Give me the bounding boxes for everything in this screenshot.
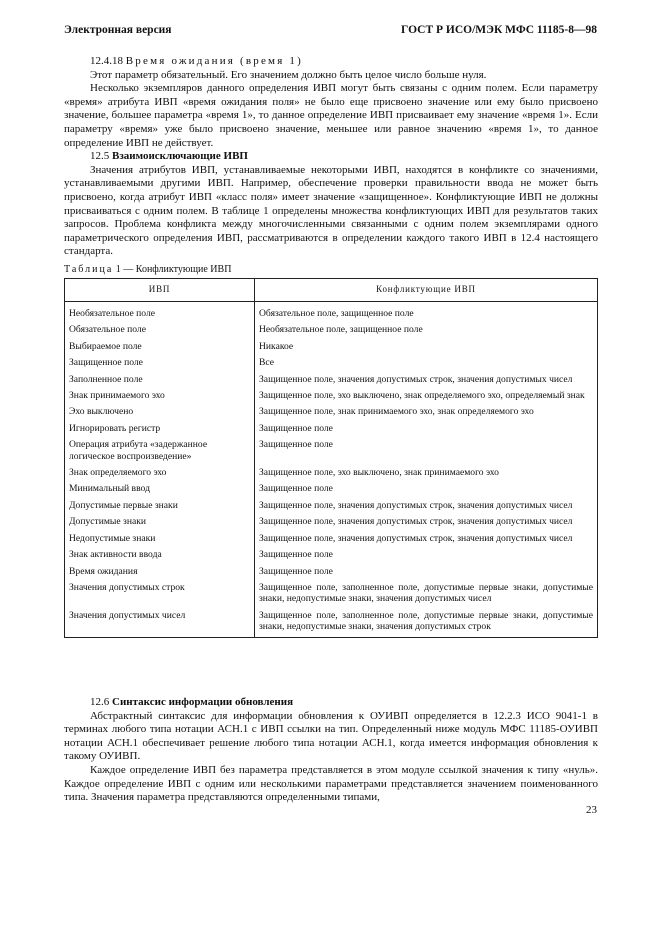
table-row: [65, 437, 598, 465]
table-row: [65, 531, 598, 547]
conflicts-cell: Защищенное поле, значения допустимых строк, значения допустимых чисел: [255, 498, 598, 514]
conflicts-cell: Защищенное поле: [255, 547, 598, 563]
section-number: 12.6: [90, 696, 110, 708]
table-row: [65, 547, 598, 563]
ivp-cell: Эхо выключено: [65, 404, 255, 420]
conflicts-cell: Защищенное поле: [255, 437, 598, 465]
ivp-cell: Необязательное поле: [65, 302, 255, 323]
conflicts-cell: Защищенное поле, заполненное поле, допустимые первые знаки, допустимые знаки, недопустимые знаки, значения допустимых чисел: [255, 580, 598, 608]
section-12-6-heading: [64, 696, 598, 710]
ivp-cell: Недопустимые знаки: [65, 531, 255, 547]
table-body: [65, 302, 598, 638]
table-row: [65, 465, 598, 481]
table-row: [65, 481, 598, 497]
conflicts-cell: Защищенное поле, знак принимаемого эхо, знак определяемого эхо: [255, 404, 598, 420]
ivp-cell: Защищенное поле: [65, 355, 255, 371]
section-block-bottom: [64, 696, 598, 805]
table-row: [65, 580, 598, 608]
conflicts-cell: Защищенное поле: [255, 564, 598, 580]
table-row: [65, 608, 598, 637]
ivp-cell: Значения допустимых чисел: [65, 608, 255, 637]
ivp-cell: Операция атрибута «задержанное логическое воспроизведение»: [65, 437, 255, 465]
ivp-cell: Знак принимаемого эхо: [65, 388, 255, 404]
section-12-4-18-heading: [64, 55, 598, 69]
table-row: [65, 388, 598, 404]
section-title: Синтаксис информации обновления: [112, 696, 294, 708]
ivp-cell: Время ожидания: [65, 564, 255, 580]
column-header-conflicts: Конфликтующие ИВП: [255, 279, 598, 302]
ivp-cell: Обязательное поле: [65, 322, 255, 338]
table-row: [65, 498, 598, 514]
conflicts-cell: Защищенное поле: [255, 481, 598, 497]
table-caption-text: 1 — Конфликтующие ИВП: [115, 264, 232, 275]
ivp-cell: Минимальный ввод: [65, 481, 255, 497]
section-block-top: [64, 55, 598, 259]
conflicts-cell: Защищенное поле: [255, 421, 598, 437]
table-row: [65, 339, 598, 355]
ivp-cell: Знак активности ввода: [65, 547, 255, 563]
ivp-cell: Игнорировать регистр: [65, 421, 255, 437]
paragraph: Каждое определение ИВП без параметра представляется в этом модуле ссылкой значения к типу «нуль». Каждое определение ИВП с одним или несколькими параметрами представляется значением поименованного типа. Значения параметра представляются определенными типами,: [64, 763, 598, 804]
conflicts-cell: Защищенное поле, заполненное поле, допустимые первые знаки, допустимые знаки, недопустимые знаки, значения допустимых строк: [255, 608, 598, 637]
table-header-row: [65, 279, 598, 302]
section-title: Взаимоисключающие ИВП: [112, 150, 248, 163]
table-row: [65, 514, 598, 530]
table-caption-word: Таблица: [64, 264, 114, 275]
header-edition: Электронная версия: [64, 24, 172, 36]
header-standard-code: ГОСТ Р ИСО/МЭК МФС 11185-8—98: [401, 24, 597, 36]
ivp-cell: Допустимые первые знаки: [65, 498, 255, 514]
conflicts-cell: Все: [255, 355, 598, 371]
conflicts-cell: Обязательное поле, защищенное поле: [255, 302, 598, 323]
ivp-cell: Допустимые знаки: [65, 514, 255, 530]
column-header-ivp: ИВП: [65, 279, 255, 302]
table-caption: [64, 264, 231, 275]
ivp-cell: Значения допустимых строк: [65, 580, 255, 608]
table-row: [65, 372, 598, 388]
table-row: [65, 564, 598, 580]
ivp-cell: Знак определяемого эхо: [65, 465, 255, 481]
paragraph: Несколько экземпляров данного определения ИВП могут быть связаны с одним полем. Если параметру «время» атрибута ИВП «время ожидания поля» не было еще присвоено значение или ему было присвоено значение, большее параметра «время 1», то данное определение ИВП присваивает ему значение «время 1». Если параметру «время» уже было присвоено значение, меньшее или равное значению «время 1», то данное определение ИВП не действует.: [64, 82, 598, 149]
ivp-cell: Выбираемое поле: [65, 339, 255, 355]
paragraph: Этот параметр обязательный. Его значением должно быть целое число больше нуля.: [90, 68, 487, 81]
conflicts-cell: Никакое: [255, 339, 598, 355]
section-12-5-heading: [64, 150, 598, 164]
paragraph: Абстрактный синтаксис для информации обновления к ОУИВП определяется в 12.2.3 ИСО 9041-1 в терминах любого типа нотации АСН.1 с ИВП ссылки на тип. Определенный ниже модуль МФС 11185-ОУИВП нотации АСН.1 обеспечивает решение любого типа нотации АСН.1, когда имеется информация обновления к такому ОУИВП.: [64, 709, 598, 763]
conflicts-cell: Защищенное поле, значения допустимых строк, значения допустимых чисел: [255, 372, 598, 388]
table-row: [65, 355, 598, 371]
conflicts-cell: Защищенное поле, эхо выключено, знак принимаемого эхо: [255, 465, 598, 481]
conflicts-cell: Защищенное поле, эхо выключено, знак определяемого эхо, определяемый знак: [255, 388, 598, 404]
conflicts-cell: Защищенное поле, значения допустимых строк, значения допустимых чисел: [255, 514, 598, 530]
section-number: 12.5: [90, 150, 110, 163]
conflicts-cell: Необязательное поле, защищенное поле: [255, 322, 598, 338]
conflicts-cell: Защищенное поле, значения допустимых строк, значения допустимых чисел: [255, 531, 598, 547]
table-row: [65, 421, 598, 437]
paragraph: Значения атрибутов ИВП, устанавливаемые некоторыми ИВП, находятся в конфликте со значениями, устанавливаемыми другими ИВП. Например, обеспечение проверки правильности ввода не может быть присвоено, когда атрибут ИВП «класс поля» имеет значение «защищенное». Конфликтующие ИВП не должны присваиваться с одним полем. В таблице 1 определены множества конфликтующих ИВП для результатов таких запросов. Проблема конфликта между многочисленными связанными с одним полем экземплярами одного параметрического определения ИВП, рассматриваются в определении каждого такого ИВП в 12.4 настоящего стандарта.: [64, 163, 598, 258]
ivp-cell: Заполненное поле: [65, 372, 255, 388]
section-title: Время ожидания (время 1): [125, 55, 303, 67]
table-row: [65, 322, 598, 338]
page-number: 23: [586, 804, 597, 816]
section-number: 12.4.18: [90, 55, 123, 67]
table-row: [65, 404, 598, 420]
conflicts-table: [64, 278, 598, 638]
table-row: [65, 302, 598, 323]
